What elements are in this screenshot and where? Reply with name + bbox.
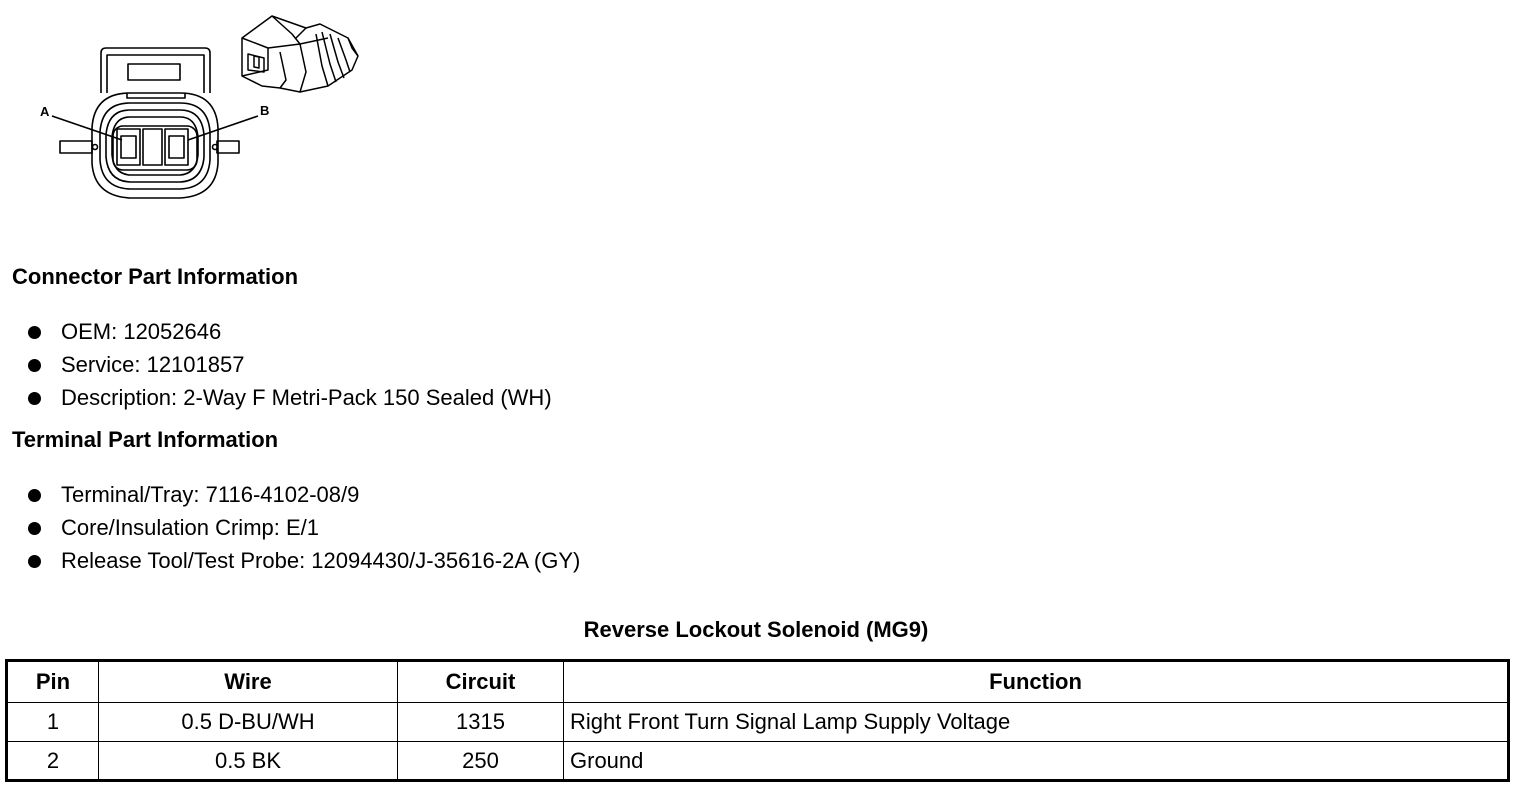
list-item <box>28 384 552 417</box>
column-header-wire: Wire <box>99 661 398 703</box>
pin-table-title: Reverse Lockout Solenoid (MG9) <box>583 617 929 642</box>
wire-cell: 0.5 BK <box>99 742 398 781</box>
connector-part-info-heading: Connector Part Information <box>12 264 299 289</box>
column-header-circuit: Circuit <box>398 661 564 703</box>
bullet-icon <box>28 359 41 372</box>
table-row <box>7 742 1509 781</box>
list-item <box>28 481 580 514</box>
column-header-pin: Pin <box>7 661 99 703</box>
wire-cell: 0.5 D-BU/WH <box>99 703 398 742</box>
list-item-text: OEM: 12052646 <box>61 319 222 344</box>
bullet-icon <box>28 489 41 502</box>
list-item-text: Description: 2-Way F Metri-Pack 150 Sealed (WH) <box>61 385 552 410</box>
cavity-a-label: A <box>40 104 50 119</box>
terminal-part-info-heading: Terminal Part Information <box>12 427 279 452</box>
table-header-row <box>7 661 1509 703</box>
connector-face-diagram <box>30 8 380 208</box>
function-cell: Ground <box>564 742 1509 781</box>
connector-isometric-view <box>242 16 358 92</box>
list-item-text: Service: 12101857 <box>61 352 245 377</box>
pin-cell: 1 <box>7 703 99 742</box>
list-item-text: Terminal/Tray: 7116-4102-08/9 <box>61 482 360 507</box>
table-row <box>7 703 1509 742</box>
pin-table <box>5 659 1510 782</box>
pin-cell: 2 <box>7 742 99 781</box>
terminal-part-info-list <box>28 481 580 580</box>
circuit-cell: 1315 <box>398 703 564 742</box>
list-item <box>28 351 552 384</box>
list-item-text: Core/Insulation Crimp: E/1 <box>61 515 319 540</box>
list-item <box>28 514 580 547</box>
connector-part-info-list <box>28 318 552 417</box>
list-item-text: Release Tool/Test Probe: 12094430/J-35616-2A (GY) <box>61 548 581 573</box>
list-item <box>28 318 552 351</box>
list-item <box>28 547 580 580</box>
circuit-cell: 250 <box>398 742 564 781</box>
cavity-b-label: B <box>260 103 270 118</box>
bullet-icon <box>28 555 41 568</box>
bullet-icon <box>28 522 41 535</box>
column-header-function: Function <box>564 661 1509 703</box>
bullet-icon <box>28 326 41 339</box>
function-cell: Right Front Turn Signal Lamp Supply Voltage <box>564 703 1509 742</box>
bullet-icon <box>28 392 41 405</box>
